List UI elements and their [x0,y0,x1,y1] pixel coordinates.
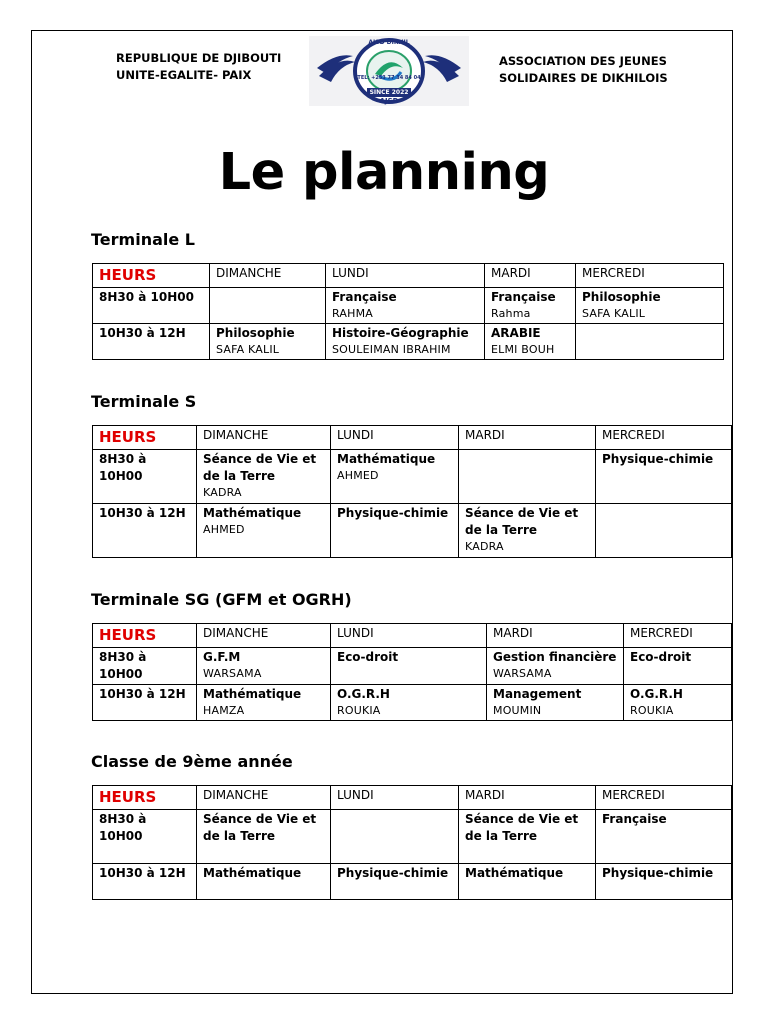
header-cell-heurs: HEURS [93,426,197,450]
schedule-cell [459,450,596,504]
table-header-row [93,426,732,450]
association-header [499,53,668,87]
schedule-cell: Eco-droit [331,648,487,685]
schedule-cell: Française Rahma [485,288,576,324]
schedule-cell: G.F.M WARSAMA [197,648,331,685]
schedule-cell: Eco-droit [624,648,732,685]
schedule-cell [576,324,724,360]
header-cell-heurs: HEURS [93,624,197,648]
schedule-cell: Gestion financière WARSAMA [487,648,624,685]
header-cell-dimanche: DIMANCHE [197,426,331,450]
schedule-cell: O.G.R.H ROUKIA [624,685,732,721]
header-cell-mardi: MARDI [487,624,624,648]
time-cell: 10H30 à 12H [93,324,210,360]
republic-name: REPUBLIQUE DE DJIBOUTI [116,51,282,65]
table-row [93,450,732,504]
logo-top-text: AJSD DIKHIL [368,39,410,46]
schedule-cell: Séance de Vie et de la Terre KADRA [459,504,596,558]
schedule-cell: Physique-chimie [596,450,732,504]
schedule-cell [596,504,732,558]
table-row [93,685,732,721]
table-row [93,324,724,360]
schedule-table-terminale-s [92,425,732,558]
time-cell: 10H30 à 12H [93,504,197,558]
logo-phone-text: TEL: +253 77 34 84 04 [357,75,421,81]
schedule-cell: O.G.R.H ROUKIA [331,685,487,721]
schedule-cell [210,288,326,324]
schedule-cell: Histoire-Géographie SOULEIMAN IBRAHIM [326,324,485,360]
header-cell-mardi: MARDI [485,264,576,288]
time-cell: 8H30 à 10H00 [93,648,197,685]
schedule-cell: Mathématique AHMED [331,450,459,504]
schedule-cell: ARABIE ELMI BOUH [485,324,576,360]
table-header-row [93,624,732,648]
section-title-terminale-l: Terminale L [91,230,195,249]
table-row [93,864,732,900]
schedule-cell: Management MOUMIN [487,685,624,721]
header-cell-dimanche: DIMANCHE [210,264,326,288]
table-row [93,288,724,324]
time-cell: 8H30 à 10H00 [93,450,197,504]
schedule-cell: Séance de Vie et de la Terre KADRA [197,450,331,504]
republic-header [116,50,281,84]
header-cell-mercredi: MERCREDI [624,624,732,648]
schedule-cell: Philosophie SAFA KALIL [210,324,326,360]
schedule-table-classe-9eme [92,785,732,900]
table-header-row [93,264,724,288]
schedule-table-terminale-l [92,263,724,360]
header-cell-lundi: LUNDI [331,426,459,450]
table-row [93,648,732,685]
schedule-cell [331,810,459,864]
page-title: Le planning [218,143,550,202]
time-cell: 8H30 à 10H00 [93,288,210,324]
header-cell-lundi: LUNDI [331,786,459,810]
association-name-line1: ASSOCIATION DES JEUNES [499,54,667,68]
header-cell-mercredi: MERCREDI [596,786,732,810]
schedule-cell: Physique-chimie [596,864,732,900]
table-header-row [93,786,732,810]
section-title-terminale-sg: Terminale SG (GFM et OGRH) [91,590,352,609]
section-title-terminale-s: Terminale S [91,392,197,411]
header-cell-lundi: LUNDI [326,264,485,288]
time-cell: 8H30 à 10H00 [93,810,197,864]
association-name-line2: SOLIDAIRES DE DIKHILOIS [499,71,668,85]
header-cell-dimanche: DIMANCHE [197,624,331,648]
schedule-cell: Mathématique [197,864,331,900]
header-cell-mardi: MARDI [459,426,596,450]
schedule-table-terminale-sg [92,623,732,721]
logo-bottom-text: AJSD [379,97,399,105]
section-title-classe-9eme: Classe de 9ème année [91,752,293,771]
schedule-cell: Physique-chimie [331,504,459,558]
schedule-cell: Philosophie SAFA KALIL [576,288,724,324]
schedule-cell: Physique-chimie [331,864,459,900]
table-row [93,810,732,864]
schedule-cell: Mathématique [459,864,596,900]
header-cell-mardi: MARDI [459,786,596,810]
schedule-cell: Mathématique AHMED [197,504,331,558]
time-cell: 10H30 à 12H [93,685,197,721]
header-cell-heurs: HEURS [93,786,197,810]
schedule-cell: Séance de Vie et de la Terre [197,810,331,864]
schedule-cell: Française [596,810,732,864]
schedule-cell: Séance de Vie et de la Terre [459,810,596,864]
header-cell-mercredi: MERCREDI [576,264,724,288]
table-row [93,504,732,558]
logo-since-text: SINCE 2022 [369,89,409,96]
schedule-cell: Mathématique HAMZA [197,685,331,721]
association-logo [309,36,469,106]
header-cell-mercredi: MERCREDI [596,426,732,450]
republic-motto: UNITE-EGALITE- PAIX [116,68,252,82]
header-cell-heurs: HEURS [93,264,210,288]
header-cell-lundi: LUNDI [331,624,487,648]
time-cell: 10H30 à 12H [93,864,197,900]
schedule-cell: Française RAHMA [326,288,485,324]
header-cell-dimanche: DIMANCHE [197,786,331,810]
